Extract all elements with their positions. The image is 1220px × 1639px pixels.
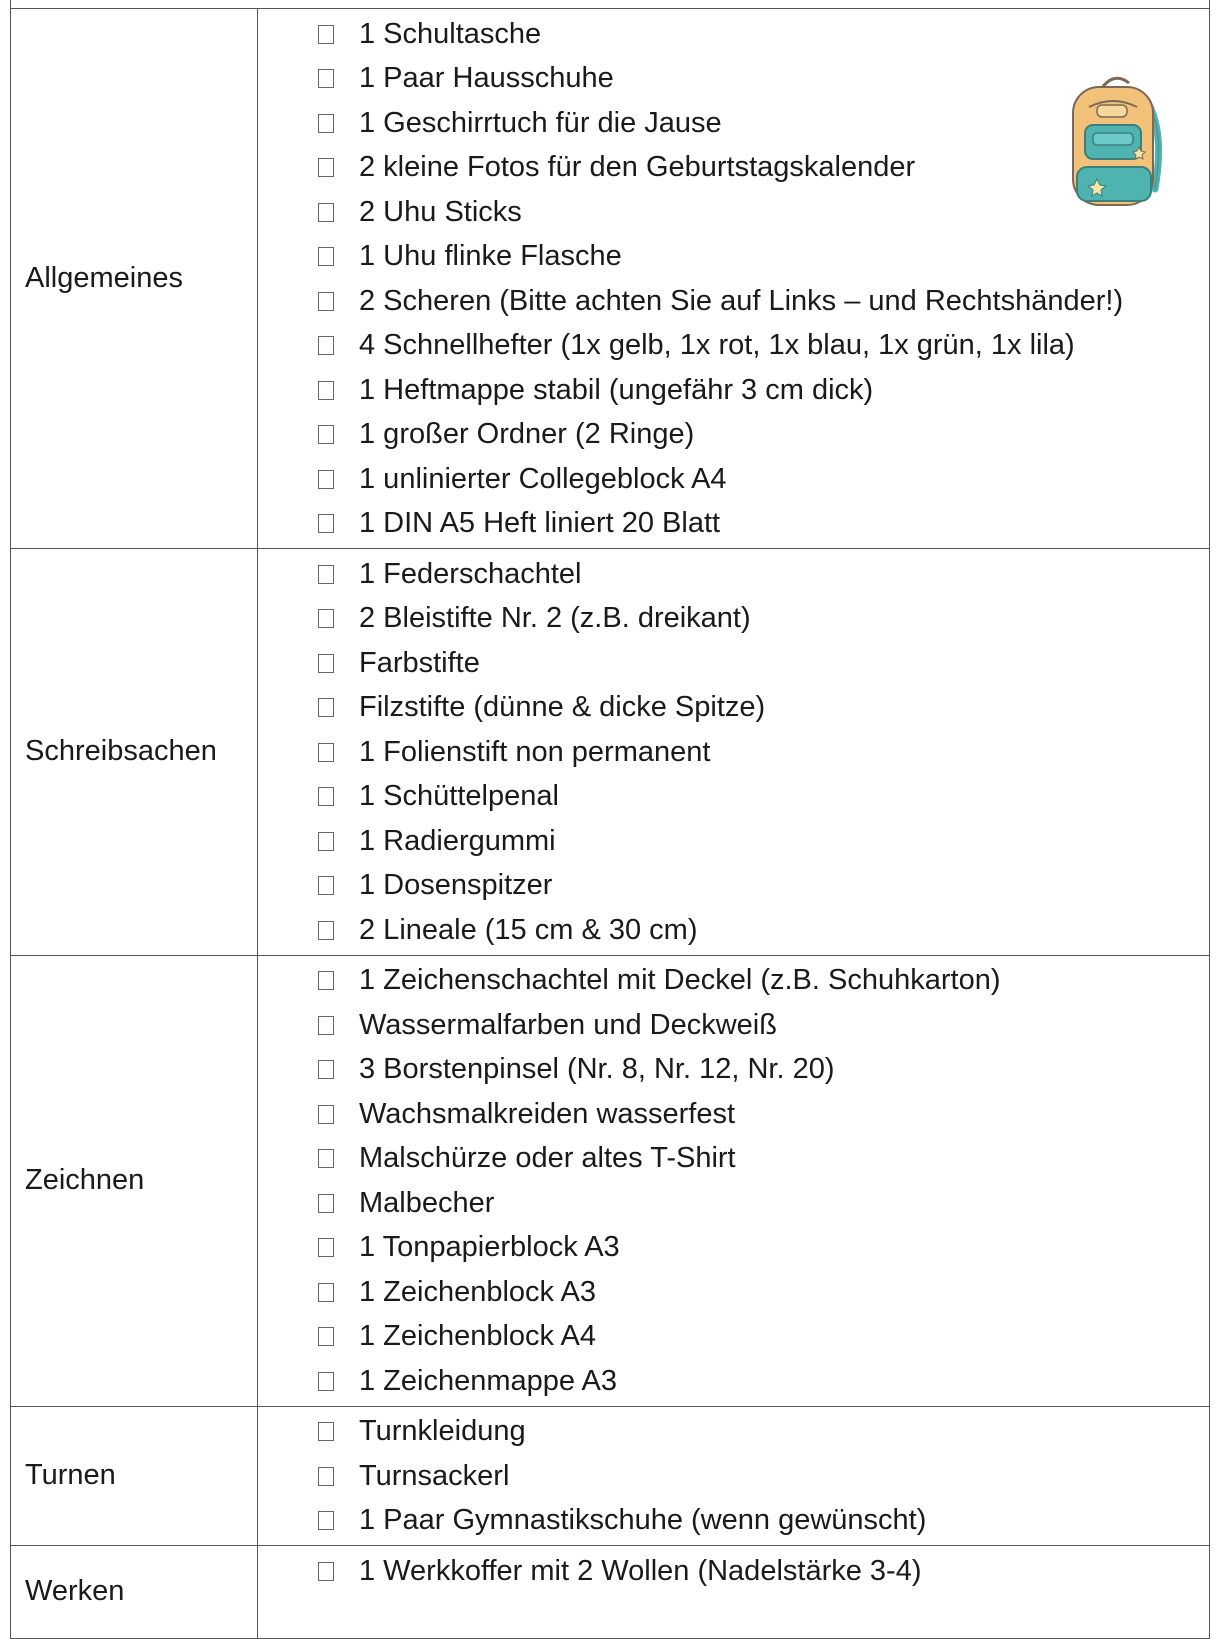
list-item [258,235,1209,280]
checkbox[interactable] [318,336,334,355]
item-list [258,9,1210,549]
list-item [258,502,1209,547]
item-label: Turnsackerl [359,1459,510,1492]
item-label: 1 Geschirrtuch für die Jause [359,106,722,139]
list-item [258,1226,1209,1271]
checkbox[interactable] [318,1511,334,1530]
item-label: 1 Paar Hausschuhe [359,62,614,95]
item-label: 1 Zeichenblock A3 [359,1275,596,1308]
list-item [258,1137,1209,1182]
checkbox[interactable] [318,381,334,400]
list-item [258,552,1209,597]
checkbox[interactable] [318,921,334,940]
checkbox[interactable] [318,158,334,177]
checkbox[interactable] [318,787,334,806]
item-label: 1 Zeichenblock A4 [359,1320,596,1353]
checkbox[interactable] [318,470,334,489]
item-label: 1 Schultasche [359,17,542,50]
section-row-zeichnen [11,955,1210,1406]
checkbox[interactable] [318,247,334,266]
item-label: Malbecher [359,1186,495,1219]
list-item [258,1454,1209,1499]
item-label: 1 Werkkoffer mit 2 Wollen (Nadelstärke 3-4) [359,1554,922,1587]
section-row-allgemeines [11,9,1210,549]
checkbox[interactable] [318,1283,334,1302]
item-label: 2 Bleistifte Nr. 2 (z.B. dreikant) [359,602,751,635]
list-item [258,775,1209,820]
item-label: 1 Tonpapierblock A3 [359,1231,620,1264]
checkbox[interactable] [318,565,334,584]
item-label: 1 Zeichenschachtel mit Deckel (z.B. Schuhkarton) [359,964,1001,997]
list-item [258,819,1209,864]
item-label: 1 großer Ordner (2 Ringe) [359,418,695,451]
list-item [258,1092,1209,1137]
checkbox[interactable] [318,1327,334,1346]
checkbox[interactable] [318,203,334,222]
list-item [258,597,1209,642]
section-row-turnen [11,1406,1210,1546]
list-item [258,641,1209,686]
item-label: 1 Radiergummi [359,824,556,857]
item-label: Filzstifte (dünne & dicke Spitze) [359,691,766,724]
item-label: 1 Schüttelpenal [359,780,559,813]
checkbox[interactable] [318,971,334,990]
checkbox[interactable] [318,1060,334,1079]
item-label: 2 Lineale (15 cm & 30 cm) [359,913,698,946]
list-item [258,1003,1209,1048]
list-item [258,730,1209,775]
checkbox[interactable] [318,698,334,717]
list-item [258,908,1209,953]
checkbox[interactable] [318,25,334,44]
item-list [258,549,1210,956]
category-label: Allgemeines [11,9,258,549]
item-label: Malschürze oder altes T-Shirt [359,1142,736,1175]
checkbox[interactable] [318,654,334,673]
item-label: 3 Borstenpinsel (Nr. 8, Nr. 12, Nr. 20) [359,1053,835,1086]
checkbox[interactable] [318,1149,334,1168]
checkbox[interactable] [318,1422,334,1441]
checkbox[interactable] [318,876,334,895]
item-list [258,955,1210,1406]
list-item [258,279,1209,324]
item-label: Wassermalfarben und Deckweiß [359,1008,777,1041]
item-label: Farbstifte [359,646,480,679]
item-label: 1 DIN A5 Heft liniert 20 Blatt [359,507,721,540]
item-label: 1 Federschachtel [359,557,582,590]
section-row-werken [11,1546,1210,1639]
list-item [258,324,1209,369]
checkbox[interactable] [318,514,334,533]
list-item [258,1315,1209,1360]
checkbox[interactable] [318,609,334,628]
checkbox[interactable] [318,743,334,762]
item-label: 1 Zeichenmappe A3 [359,1364,617,1397]
checkbox[interactable] [318,69,334,88]
item-label: 1 Uhu flinke Flasche [359,240,622,273]
list-item [258,1048,1209,1093]
checkbox[interactable] [318,1016,334,1035]
list-item [258,457,1209,502]
list-item [258,1549,1209,1594]
checkbox[interactable] [318,1238,334,1257]
checkbox[interactable] [318,114,334,133]
item-label: Turnkleidung [359,1415,526,1448]
item-label: 2 Scheren (Bitte achten Sie auf Links – und Rechtshänder!) [359,284,1124,317]
backpack-icon [1059,71,1169,211]
list-item [258,1270,1209,1315]
item-list [258,1406,1210,1546]
category-label: Turnen [11,1406,258,1546]
item-label: 4 Schnellhefter (1x gelb, 1x rot, 1x blau, 1x grün, 1x lila) [359,329,1075,362]
category-label: Werken [11,1546,258,1639]
checkbox[interactable] [318,1105,334,1124]
list-item [258,1359,1209,1404]
category-label: Zeichnen [11,955,258,1406]
checkbox[interactable] [318,425,334,444]
item-label: Wachsmalkreiden wasserfest [359,1097,736,1130]
item-label: 2 kleine Fotos für den Geburtstagskalender [359,151,916,184]
section-row-schreibsachen [11,549,1210,956]
item-label: 1 unlinierter Collegeblock A4 [359,462,727,495]
checkbox[interactable] [318,1372,334,1391]
item-list [258,1546,1210,1639]
list-item [258,413,1209,458]
item-label: 1 Dosenspitzer [359,869,553,902]
checkbox[interactable] [318,292,334,311]
list-item [258,1181,1209,1226]
list-item [258,1499,1209,1544]
list-item [258,1410,1209,1455]
item-label: 1 Folienstift non permanent [359,735,711,768]
table-body [11,9,1210,1639]
checkbox[interactable] [318,1467,334,1486]
list-item [258,368,1209,413]
item-label: 2 Uhu Sticks [359,195,522,228]
list-item [258,686,1209,731]
list-item [258,864,1209,909]
category-label: Schreibsachen [11,549,258,956]
table-top-edge [10,0,1210,8]
list-item [258,959,1209,1004]
item-label: 1 Heftmappe stabil (ungefähr 3 cm dick) [359,373,874,406]
checkbox[interactable] [318,1194,334,1213]
list-item [258,12,1209,57]
item-label: 1 Paar Gymnastikschuhe (wenn gewünscht) [359,1504,927,1537]
checkbox[interactable] [318,832,334,851]
checkbox[interactable] [318,1562,334,1581]
school-supply-table [10,8,1210,1639]
